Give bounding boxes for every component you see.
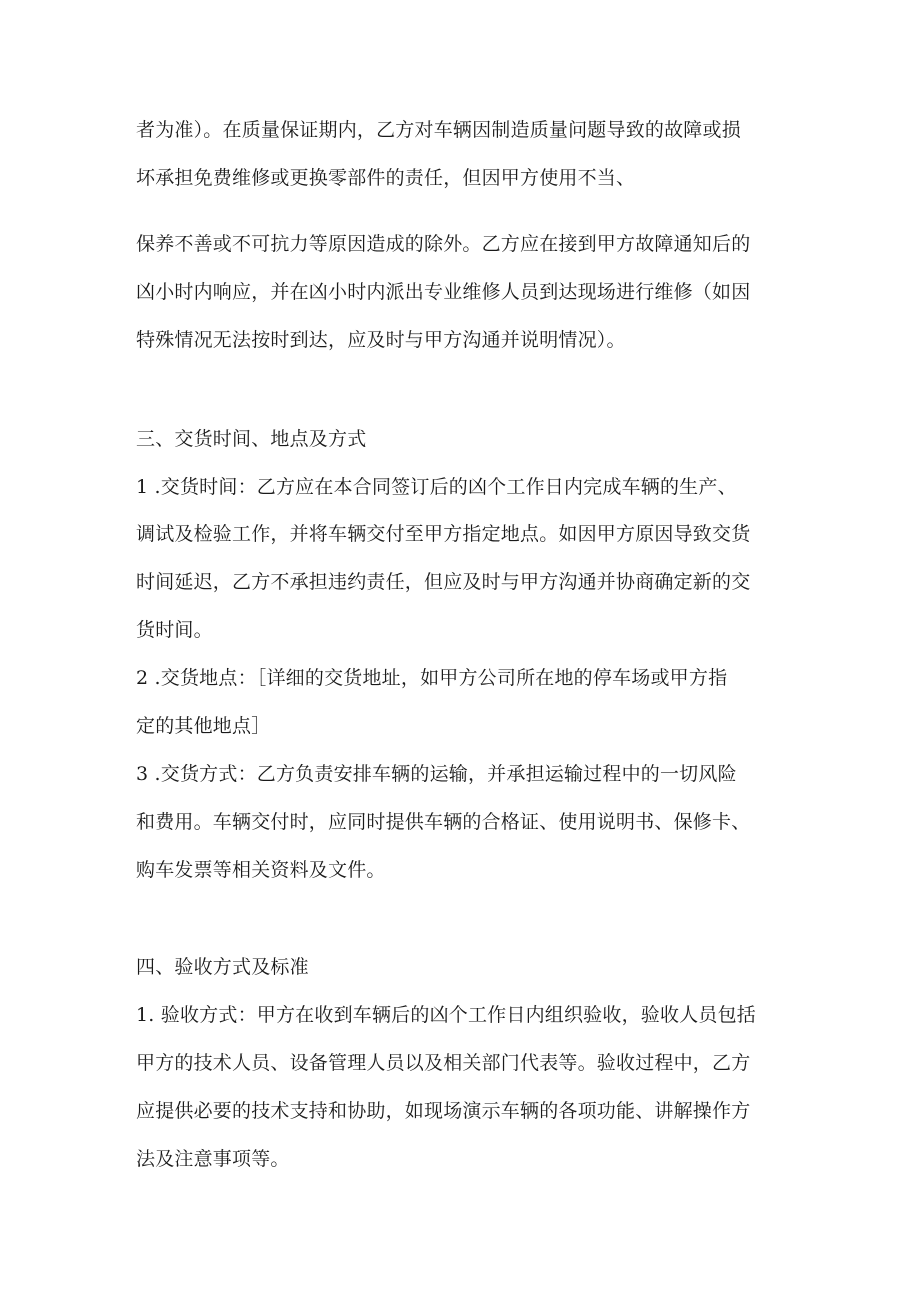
- paragraph-line: 3 .交货方式：乙方负责安排车辆的运输，并承担运输过程中的一切风险: [136, 763, 737, 785]
- section-heading: 四、验收方式及标准: [136, 956, 309, 978]
- paragraph-line: 调试及检验工作，并将车辆交付至甲方指定地点。如因甲方原因导致交货: [136, 523, 751, 545]
- paragraph-line: 1 .交货时间：乙方应在本合同签订后的凶个工作日内完成车辆的生产、: [136, 476, 737, 498]
- paragraph-line: 购车发票等相关资料及文件。: [136, 859, 386, 881]
- paragraph-line: 者为准）。在质量保证期内，乙方对车辆因制造质量问题导致的故障或损: [136, 119, 741, 141]
- paragraph-line: 货时间。: [136, 619, 213, 641]
- paragraph-line: 特殊情况无法按时到达，应及时与甲方沟通并说明情况）。: [136, 329, 626, 351]
- paragraph-line: 凶小时内响应，并在凶小时内派出专业维修人员到达现场进行维修（如因: [136, 281, 751, 303]
- paragraph-line: 应提供必要的技术支持和协助，如现场演示车辆的各项功能、讲解操作方: [136, 1100, 751, 1122]
- section-heading: 三、交货时间、地点及方式: [136, 428, 367, 450]
- paragraph-line: 定的其他地点］: [136, 715, 271, 737]
- paragraph-line: 坏承担免费维修或更换零部件的责任，但因甲方使用不当、: [136, 167, 636, 189]
- paragraph-line: 法及注意事项等。: [136, 1148, 290, 1170]
- paragraph-line: 保养不善或不可抗力等原因造成的除外。乙方应在接到甲方故障通知后的: [136, 233, 751, 255]
- paragraph-line: 时间延迟，乙方不承担违约责任，但应及时与甲方沟通并协商确定新的交: [136, 571, 751, 593]
- paragraph-line: 甲方的技术人员、设备管理人员以及相关部门代表等。验收过程中，乙方: [136, 1052, 751, 1074]
- paragraph-line: 和费用。车辆交付时，应同时提供车辆的合格证、使用说明书、保修卡、: [136, 811, 751, 833]
- paragraph-line: 1. 验收方式：甲方在收到车辆后的凶个工作日内组织验收，验收人员包括: [136, 1004, 756, 1026]
- paragraph-line: 2 .交货地点：［详细的交货地址，如甲方公司所在地的停车场或甲方指: [136, 667, 728, 689]
